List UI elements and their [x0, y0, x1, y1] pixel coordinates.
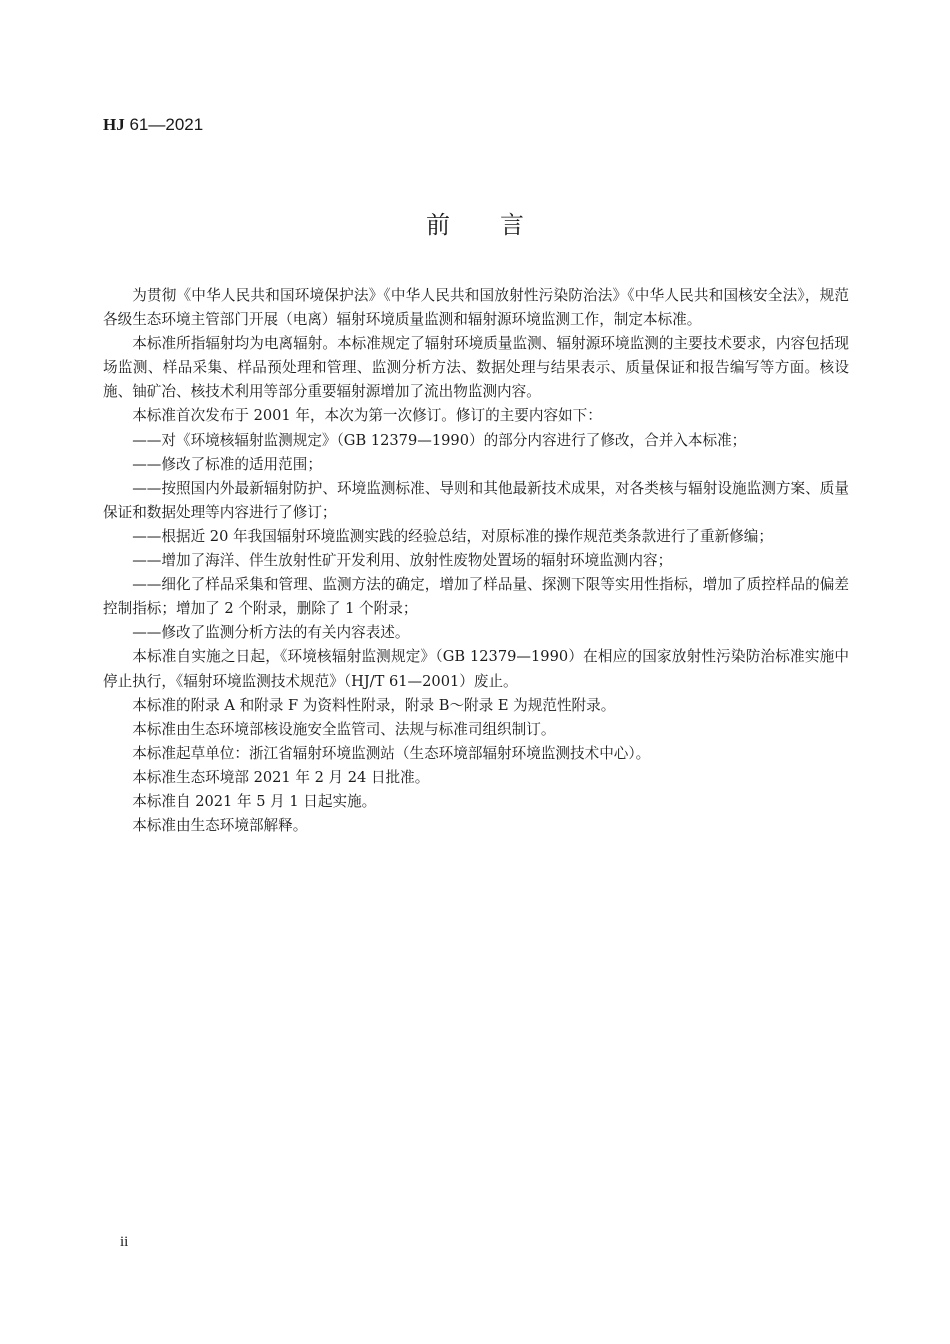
revision-item: ——修改了监测分析方法的有关内容表述。	[132, 624, 410, 642]
preface-paragraph: 本标准自实施之日起，《环境核辐射监测规定》（GB 12379—1990）在相应的国家放射性污染防治标准实施中停止执行，《辐射环境监测技术规范》（HJ/T 61—2001）废止。	[103, 648, 849, 690]
revision-item: ——细化了样品采集和管理、监测方法的确定，增加了样品量、探测下限等实用性指标，增加了质控样品的偏差控制指标；增加了 2 个附录，删除了 1 个附录；	[103, 576, 849, 618]
revision-item: ——修改了标准的适用范围；	[132, 455, 322, 473]
preface-paragraph: 本标准首次发布于 2001 年，本次为第一次修订。修订的主要内容如下：	[132, 407, 602, 425]
revision-item: ——按照国内外最新辐射防护、环境监测标准、导则和其他最新技术成果，对各类核与辐射设施监测方案、质量保证和数据处理等内容进行了修订；	[103, 479, 849, 521]
revision-item: ——根据近 20 年我国辐射环境监测实践的经验总结，对原标准的操作规范类条款进行了重新修编；	[132, 527, 773, 545]
preface-paragraph: 本标准生态环境部 2021 年 2 月 24 日批准。	[132, 768, 430, 786]
page-number: ii	[120, 1234, 129, 1250]
preface-paragraph: 本标准自 2021 年 5 月 1 日起实施。	[132, 792, 377, 810]
revision-item: ——对《环境核辐射监测规定》（GB 12379—1990）的部分内容进行了修改，合并入本标准；	[132, 431, 747, 449]
preface-body	[103, 284, 849, 838]
preface-paragraph: 本标准所指辐射均为电离辐射。本标准规定了辐射环境质量监测、辐射源环境监测的主要技术要求，内容包括现场监测、样品采集、样品预处理和管理、监测分析方法、数据处理与结果表示、质量保证和报告编写等方面。核设施、铀矿冶、核技术利用等部分重要辐射源增加了流出物监测内容。	[103, 335, 849, 401]
standard-code-number: 61—2021	[124, 115, 204, 134]
document-code	[103, 115, 203, 135]
revision-item: ——增加了海洋、伴生放射性矿开发利用、放射性废物处置场的辐射环境监测内容；	[132, 552, 673, 570]
preface-paragraph: 为贯彻《中华人民共和国环境保护法》《中华人民共和国放射性污染防治法》《中华人民共和国核安全法》，规范各级生态环境主管部门开展（电离）辐射环境质量监测和辐射源环境监测工作，制定本标准。	[103, 287, 849, 329]
page-title: 前言	[426, 211, 574, 239]
preface-paragraph: 本标准由生态环境部核设施安全监管司、法规与标准司组织制订。	[132, 720, 556, 738]
preface-paragraph: 本标准起草单位：浙江省辐射环境监测站（生态环境部辐射环境监测技术中心）。	[132, 744, 651, 762]
preface-paragraph: 本标准由生态环境部解释。	[132, 817, 308, 835]
preface-paragraph: 本标准的附录 A 和附录 F 为资料性附录，附录 B～附录 E 为规范性附录。	[132, 696, 616, 714]
standard-code-prefix: HJ	[103, 115, 125, 134]
